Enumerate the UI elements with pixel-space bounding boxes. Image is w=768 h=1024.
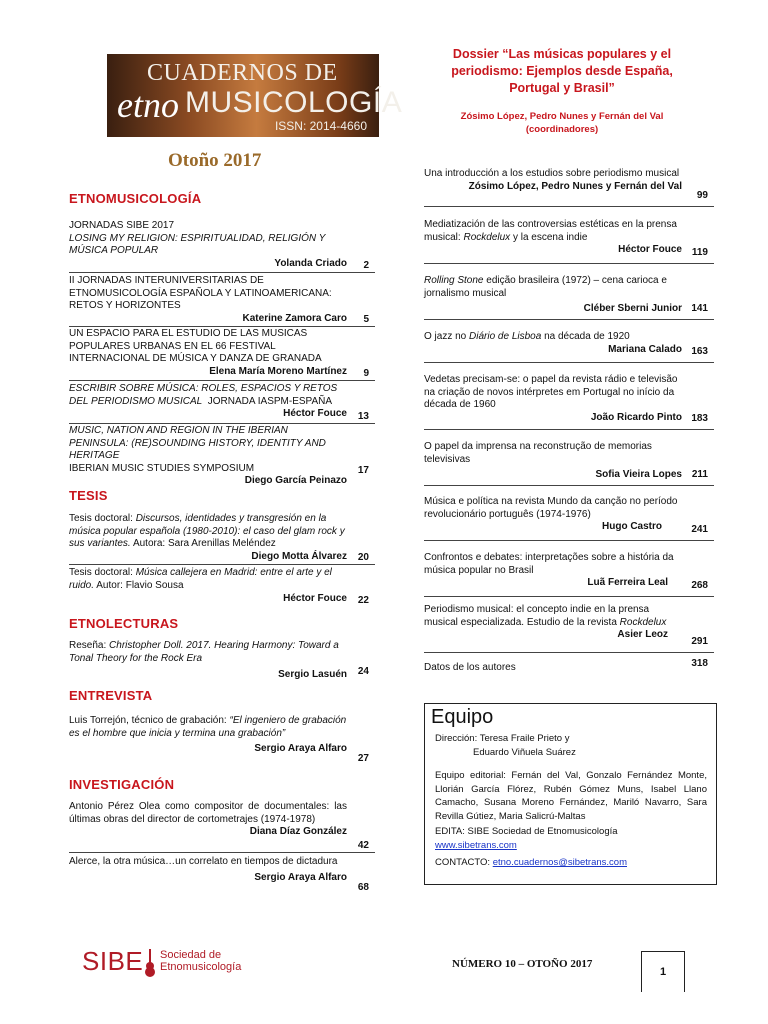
email-link[interactable]: etno.cuadernos@sibetrans.com <box>492 857 627 868</box>
sibe-name: Sociedad de Etnomusicología <box>160 949 242 973</box>
dossier-coordinators: Zósimo López, Pedro Nunes y Fernán del Val (coordinadores) <box>460 111 664 135</box>
toc-author: Sergio Lasuén <box>278 669 347 680</box>
toc-author: João Ricardo Pinto <box>590 411 682 423</box>
web-link[interactable]: www.sibetrans.com <box>435 839 517 851</box>
logo-line1: CUADERNOS DE <box>147 60 338 86</box>
toc-author: Luã Ferreira Leal <box>587 577 668 588</box>
section-entrevista: ENTREVISTA <box>69 688 153 703</box>
section-etnomusicologia: ETNOMUSICOLOGÍA <box>69 191 202 206</box>
logo-line2: MUSICOLOGÍA <box>185 86 403 119</box>
toc-page: 2 <box>363 259 369 271</box>
direccion: Dirección: Teresa Fraile Prieto y <box>435 733 570 744</box>
section-etnolecturas: ETNOLECTURAS <box>69 616 179 631</box>
toc-author: Sofia Vieira Lopes <box>595 469 682 480</box>
equipo-box <box>424 703 717 885</box>
toc-entry[interactable]: O papel da imprensa na reconstrução de memorias televisivas Sofia Vieira Lopes 211 <box>424 441 714 486</box>
toc-page: 17 <box>357 464 369 476</box>
toc-author: Diego Motta Álvarez <box>251 550 347 562</box>
dossier-title: Dossier “Las músicas populares y el periodismo: Ejemplos desde España, Portugal y Brasil” <box>451 47 673 95</box>
toc-author: Asier Leoz <box>617 629 668 640</box>
toc-page: 22 <box>357 594 369 606</box>
equipo-heading: Equipo <box>431 706 494 728</box>
toc-page: 24 <box>357 665 369 677</box>
toc-entry[interactable]: II JORNADAS INTERUNIVERSITARIAS DE ETNOMUSICOLOGÍA ESPAÑOLA Y LATINOAMERICANA: RETOS Y HORIZONTES Katerine Zamora Caro 5 <box>69 275 375 327</box>
toc-entry[interactable]: Reseña: Christopher Doll. 2017. Hearing Harmony: Toward a Tonal Theory for the Rock Era Sergio Lasuén 24 <box>69 640 375 678</box>
toc-page: 141 <box>691 302 708 314</box>
toc-entry[interactable]: Vedetas precisam-se: o papel da revista rádio e televisão na criação de novos intérpretes em Portugal no início da década de 1960 João Ricardo Pinto 183 <box>424 374 714 430</box>
toc-author: Katerine Zamora Caro <box>242 312 347 324</box>
toc-author: Diego García Peinazo <box>244 475 347 486</box>
toc-entry[interactable]: UN ESPACIO PARA EL ESTUDIO DE LAS MUSICAS POPULARES URBANAS EN EL 66 FESTIVAL INTERNACIONAL DE MÚSICA Y DANZA DE GRANADA Elena María Moreno Martínez 9 <box>69 328 375 381</box>
toc-page: 291 <box>691 635 708 647</box>
toc-page: 99 <box>696 189 708 201</box>
page-number: 1 <box>641 951 685 992</box>
toc-entry[interactable]: Una introducción a los estudios sobre periodismo musical Zósimo López, Pedro Nunes y Fernán del Val 99 <box>424 168 714 207</box>
toc-page: 68 <box>357 881 369 893</box>
toc-page: 5 <box>363 313 369 325</box>
toc-entry[interactable]: Música e política na revista Mundo da canção no período revolucionário português (1974-1976) Hugo Castro 241 <box>424 496 714 541</box>
toc-entry[interactable]: Periodismo musical: el concepto indie en la prensa musical especializada. Estudio de la revista Rockdelux Asier Leoz 291 <box>424 604 714 653</box>
toc-page: 241 <box>691 523 708 535</box>
section-tesis: TESIS <box>69 488 108 503</box>
toc-page: 119 <box>691 246 708 258</box>
sibe-wordmark: SIBE <box>82 946 144 976</box>
issue-season: Otoño 2017 <box>168 150 262 171</box>
issue-number: NÚMERO 10 – OTOÑO 2017 <box>452 958 593 970</box>
toc-author: Héctor Fouce <box>283 408 347 419</box>
toc-author: Héctor Fouce <box>618 244 682 255</box>
toc-author: Sergio Araya Alfaro <box>254 871 347 883</box>
toc-page: 211 <box>691 468 708 480</box>
toc-author: Mariana Calado <box>608 343 682 355</box>
toc-entry[interactable]: Antonio Pérez Olea como compositor de documentales: las últimas obras del director de cortometrajes (1974-1978) Diana Díaz González 42 <box>69 801 375 853</box>
direccion-cont: Eduardo Viñuela Suárez <box>473 746 576 758</box>
toc-page: 9 <box>363 367 369 379</box>
toc-author: Cléber Sberni Junior <box>583 303 682 314</box>
toc-author: Elena María Moreno Martínez <box>209 365 347 377</box>
toc-page: 20 <box>357 551 369 563</box>
guitar-icon <box>144 949 156 977</box>
section-investigacion: INVESTIGACIÓN <box>69 777 175 792</box>
toc-entry[interactable]: Datos de los autores 318 <box>424 658 708 673</box>
toc-entry[interactable]: Confrontos e debates: interpretações sobre a história da música popular no Brasil Luã Ferreira Leal 268 <box>424 552 714 597</box>
toc-entry[interactable]: Rolling Stone edição brasileira (1972) – cena carioca e jornalismo musical Cléber Sberni Junior 141 <box>424 275 714 320</box>
edita: EDITA: SIBE Sociedad de Etnomusicología <box>435 826 618 837</box>
toc-entry[interactable]: Tesis doctoral: Música callejera en Madrid: entre el arte y el ruido. Autor: Flavio Sousa Héctor Fouce 22 <box>69 567 375 607</box>
contacto: CONTACTO: etno.cuadernos@sibetrans.com <box>435 857 627 868</box>
toc-entry[interactable]: JORNADAS SIBE 2017 LOSING MY RELIGION: ESPIRITUALIDAD, RELIGIÓN Y MÚSICA POPULAR Yolanda Criado 2 <box>69 220 375 273</box>
toc-entry[interactable]: MUSIC, NATION AND REGION IN THE IBERIAN PENINSULA: (RE)SOUNDING HISTORY, IDENTITY AND HERITAGE IBERIAN MUSIC STUDIES SYMPOSIUM Diego García Peinazo 17 <box>69 425 375 477</box>
toc-author: Héctor Fouce <box>283 593 347 604</box>
toc-page: 42 <box>357 839 369 851</box>
journal-logo <box>107 54 403 137</box>
toc-entry[interactable]: ESCRIBIR SOBRE MÚSICA: ROLES, ESPACIOS Y RETOS DEL PERIODISMO MUSICAL JORNADA IASPM-ESPAÑA Héctor Fouce 13 <box>69 383 375 424</box>
toc-author: Sergio Araya Alfaro <box>254 743 347 754</box>
logo-etno: etno <box>117 85 179 125</box>
toc-page: 163 <box>691 345 708 357</box>
issn: ISSN: 2014-4660 <box>274 119 367 133</box>
toc-entry[interactable]: Mediatización de las controversias estéticas en la prensa musical: Rockdelux y la escena indie Héctor Fouce 119 <box>424 219 714 264</box>
toc-page: 13 <box>357 410 369 422</box>
toc-page: 183 <box>691 412 708 424</box>
toc-page: 268 <box>691 579 708 591</box>
toc-page: 27 <box>357 752 369 764</box>
toc-entry[interactable]: Tesis doctoral: Discursos, identidades y transgresión en la música popular española (1980-2010): el caso del glam rock y sus variantes. Autora: Sara Arenillas Meléndez Diego Motta Álvarez 20 <box>69 513 375 565</box>
toc-author: Hugo Castro <box>602 521 662 532</box>
toc-entry[interactable]: Alerce, la otra música…un correlato en tiempos de dictadura Sergio Araya Alfaro 68 <box>69 856 375 894</box>
toc-entry[interactable]: Luis Torrejón, técnico de grabación: “El ingeniero de grabación es el hombre que inicia y termina una grabación” Sergio Araya Alfaro 27 <box>69 715 375 765</box>
toc-entry[interactable]: O jazz no Diário de Lisboa na década de 1920 Mariana Calado 163 <box>424 331 714 363</box>
toc-author: Diana Díaz González <box>249 826 347 837</box>
toc-page: 318 <box>691 658 708 669</box>
equipo-editorial: Equipo editorial: Fernán del Val, Gonzalo Fernández Monte, Llorián García Flórez, Rubén Gómez Muns, Isabel Llano Camacho, Susana Moreno Fernández, Mariló Navarro, Sara Revilla Gútiez, Maria Salicrú-Maltas <box>435 770 707 822</box>
toc-author: Yolanda Criado <box>274 257 347 269</box>
toc-author: Zósimo López, Pedro Nunes y Fernán del Val <box>468 180 682 192</box>
